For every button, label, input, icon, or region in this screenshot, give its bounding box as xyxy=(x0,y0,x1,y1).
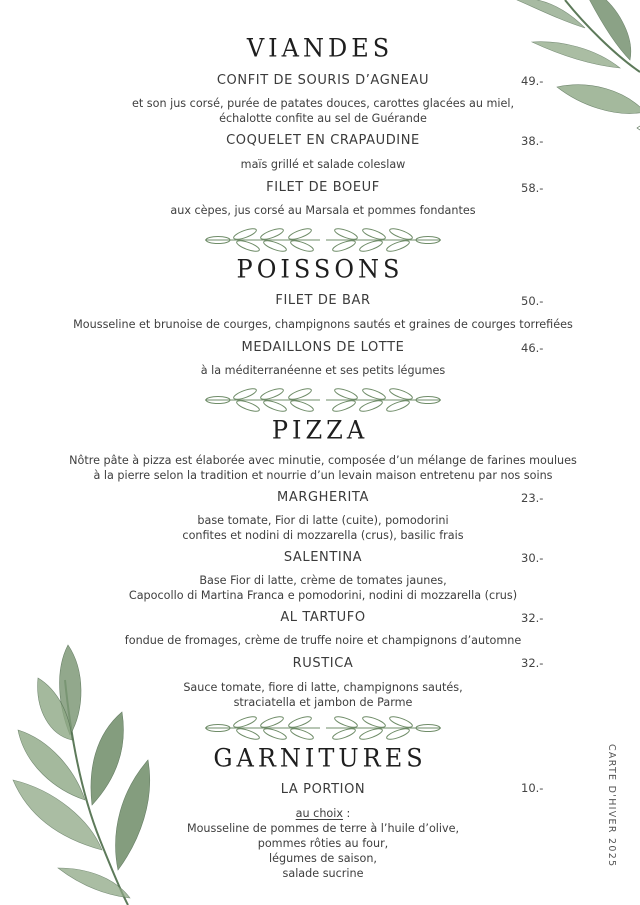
item-name: RUSTICA xyxy=(292,656,354,671)
item-description: Mousseline et brunoise de courges, champignons sautés et graines de courges torrefiées xyxy=(73,318,573,331)
item-price: 38.- xyxy=(521,134,544,148)
choice-suffix: : xyxy=(343,807,351,820)
desc-line: Capocollo di Martina Franca e pomodorini, nodini di mozzarella (crus) xyxy=(128,589,518,602)
item-description: aux cèpes, jus corsé au Marsala et pommes fondantes xyxy=(170,204,476,217)
item-description: à la méditerranéenne et ses petits légumes xyxy=(200,364,446,377)
item-description: maïs grillé et salade coleslaw xyxy=(240,158,406,171)
item-price: 50.- xyxy=(521,294,544,308)
item-description xyxy=(0,806,640,881)
section-title-poissons: POISSONS xyxy=(236,254,404,284)
desc-line: base tomate, Fior di latte (cuite), pomodorini xyxy=(197,514,449,527)
laurel-divider-icon xyxy=(200,226,446,256)
pizza-intro xyxy=(0,453,640,483)
section-title-pizza: PIZZA xyxy=(271,415,369,445)
desc-line: échalotte confite au sel de Guérande xyxy=(219,112,427,125)
item-description xyxy=(0,513,640,543)
item-name: MEDAILLONS DE LOTTE xyxy=(241,340,405,355)
desc-line: Sauce tomate, fiore di latte, champignons sautés, xyxy=(183,681,463,694)
item-name: COQUELET EN CRAPAUDINE xyxy=(226,133,420,148)
season-note: CARTE D'HIVER 2025 xyxy=(606,744,617,868)
item-price: 23.- xyxy=(521,491,544,505)
desc-line: straciatella et jambon de Parme xyxy=(233,696,413,709)
item-name: FILET DE BOEUF xyxy=(266,180,380,195)
item-name: MARGHERITA xyxy=(277,490,369,505)
item-price: 32.- xyxy=(521,611,544,625)
item-description xyxy=(0,573,640,603)
laurel-divider-icon xyxy=(200,386,446,416)
desc-line: confites et nodini di mozzarella (crus), basilic frais xyxy=(182,529,464,542)
item-price: 32.- xyxy=(521,656,544,670)
item-price: 58.- xyxy=(521,181,544,195)
section-title-viandes: VIANDES xyxy=(246,33,394,63)
item-price: 46.- xyxy=(521,341,544,355)
intro-line: à la pierre selon la tradition et nourrie d’un levain maison entretenu par nos soins xyxy=(93,469,553,482)
section-title-garnitures: GARNITURES xyxy=(213,743,427,773)
item-price: 10.- xyxy=(521,781,544,795)
choice-line xyxy=(0,806,640,821)
item-price: 49.- xyxy=(521,74,544,88)
desc-line: Base Fior di latte, crème de tomates jaunes, xyxy=(199,574,447,587)
item-description: fondue de fromages, crème de truffe noire et champignons d’automne xyxy=(124,634,522,647)
item-name: CONFIT DE SOURIS D’AGNEAU xyxy=(216,73,430,88)
item-name: AL TARTUFO xyxy=(280,610,366,625)
item-name: SALENTINA xyxy=(283,550,363,565)
desc-line: salade sucrine xyxy=(282,867,364,880)
desc-line: légumes de saison, xyxy=(268,852,377,865)
item-price: 30.- xyxy=(521,551,544,565)
desc-line: Mousseline de pommes de terre à l’huile d’olive, xyxy=(186,822,460,835)
laurel-divider-icon xyxy=(200,714,446,744)
desc-line: et son jus corsé, purée de patates douces, carottes glacées au miel, xyxy=(131,97,515,110)
item-name: LA PORTION xyxy=(280,782,366,797)
desc-line: pommes rôties au four, xyxy=(257,837,389,850)
choice-label: au choix xyxy=(295,807,343,820)
item-name: FILET DE BAR xyxy=(275,293,371,308)
item-description xyxy=(0,680,640,710)
intro-line: Nôtre pâte à pizza est élaborée avec minutie, composée d’un mélange de farines moulues xyxy=(69,454,577,467)
item-description xyxy=(0,96,640,126)
